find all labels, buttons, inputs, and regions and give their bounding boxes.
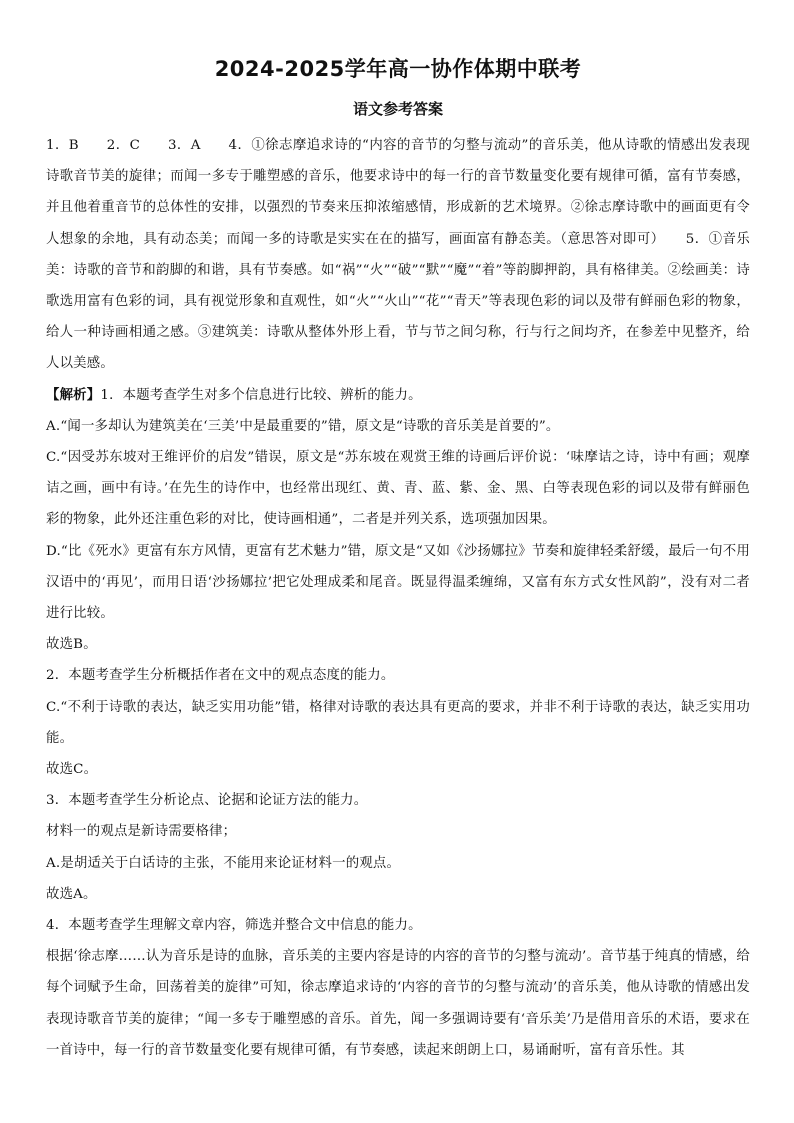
answer-document xyxy=(46,52,750,1066)
answer-key-paragraph: 1．B 2．C 3．A 4．①徐志摩追求诗的“内容的音节的匀整与流动”的音乐美，他从诗歌的情感出发表现诗歌音节美的旋律；而闻一多专于雕塑感的音乐，他要求诗中的每一行的音节数量变化要有规律可循，富有节奏感，并且他着重音节的总体性的安排，以强烈的节奏来压抑浓缩感情，形成新的艺术境界。②徐志摩诗歌中的画面更有令人想象的余地，具有动态美；而闻一多的诗歌是实实在在的描写，画面富有静态美。（意思答对即可） 5．①音乐美：诗歌的音节和韵脚的和谐，具有节奏感。如“祸”“火”“破”“默”“魔”“着”等韵脚押韵，具有格律美。②绘画美：诗歌选用富有色彩的词，具有视觉形象和直观性，如“火”“火山”“花”“青天”等表现色彩的词以及带有鲜丽色彩的物象，给人一种诗画相通之感。③建筑美：诗歌从整体外形上看，节与节之间匀称，行与行之间均齐，在参差中见整齐，给人以美感。 xyxy=(46,138,750,372)
analysis-tag: 【解析】 xyxy=(46,386,101,403)
analysis-line: 2．本题考查学生分析概括作者在文中的观点态度的能力。 xyxy=(46,668,395,684)
analysis-line: 故选C。 xyxy=(46,762,98,778)
analysis-line: 故选A。 xyxy=(46,886,97,902)
document-title: 2024-2025学年高一协作体期中联考 xyxy=(214,57,582,81)
analysis-line: 材料一的观点是新诗需要格律； xyxy=(46,824,237,840)
analysis-line: 故选B。 xyxy=(46,637,97,653)
analysis-line: D.“比《死水》更富有东方风情，更富有艺术魅力”错，原文是“又如《沙扬娜拉》节奏和旋律轻柔舒缓，最后一句不用汉语中的‘再见’，而用日语‘沙扬娜拉’把它处理成柔和尾音。既显得温柔缠绵，又富有东方式女性风韵”，没有对二者进行比较。 xyxy=(46,543,750,622)
analysis-line: 根据‘徐志摩……认为音乐是诗的血脉，音乐美的主要内容是诗的内容的音节的匀整与流动’。音节基于纯真的情感，给每个词赋予生命，回荡着美的旋律”可知，徐志摩追求诗的‘内容的音节的匀整与流动’的音乐美，他从诗歌的情感出发表现诗歌音节美的旋律；“闻一多专于雕塑感的音乐。首先，闻一多强调诗要有‘音乐美’乃是借用音乐的术语，要求在一首诗中，每一行的音节数量变化要有规律可循，有节奏感，读起来朗朗上口，易诵耐听，富有音乐性。其 xyxy=(46,949,750,1058)
analysis-line: A.“闻一多却认为建筑美在‘三美’中是最重要的”错，原文是“诗歌的音乐美是首要的”。 xyxy=(46,418,560,434)
analysis-line: 3．本题考查学生分析论点、论据和论证方法的能力。 xyxy=(46,793,368,809)
analysis-line: C.“因受苏东坡对王维评价的启发”错误，原文是“苏东坡在观赏王维的诗画后评价说：‘味摩诘之诗，诗中有画；观摩诘之画，画中有诗。’在先生的诗作中，也经常出现红、黄、青、蓝、紫、金、黑、白等表现色彩的词以及带有鲜丽色彩的物象，此外还注重色彩的对比，使诗画相通”，二者是并列关系，选项强加因果。 xyxy=(46,450,750,528)
analysis-line: A.是胡适关于白话诗的主张，不能用来论证材料一的观点。 xyxy=(46,855,401,871)
document-subtitle: 语文参考答案 xyxy=(352,100,443,118)
analysis-line: 4．本题考查学生理解文章内容，筛选并整合文中信息的能力。 xyxy=(46,918,422,934)
analysis-line: C.“不利于诗歌的表达，缺乏实用功能”错，格律对诗歌的表达具有更高的要求，并非不利于诗歌的表达，缺乏实用功能。 xyxy=(46,699,750,746)
analysis-text: 1．本题考查学生对多个信息进行比较、辨析的能力。 xyxy=(100,387,422,403)
analysis-line xyxy=(46,380,750,411)
